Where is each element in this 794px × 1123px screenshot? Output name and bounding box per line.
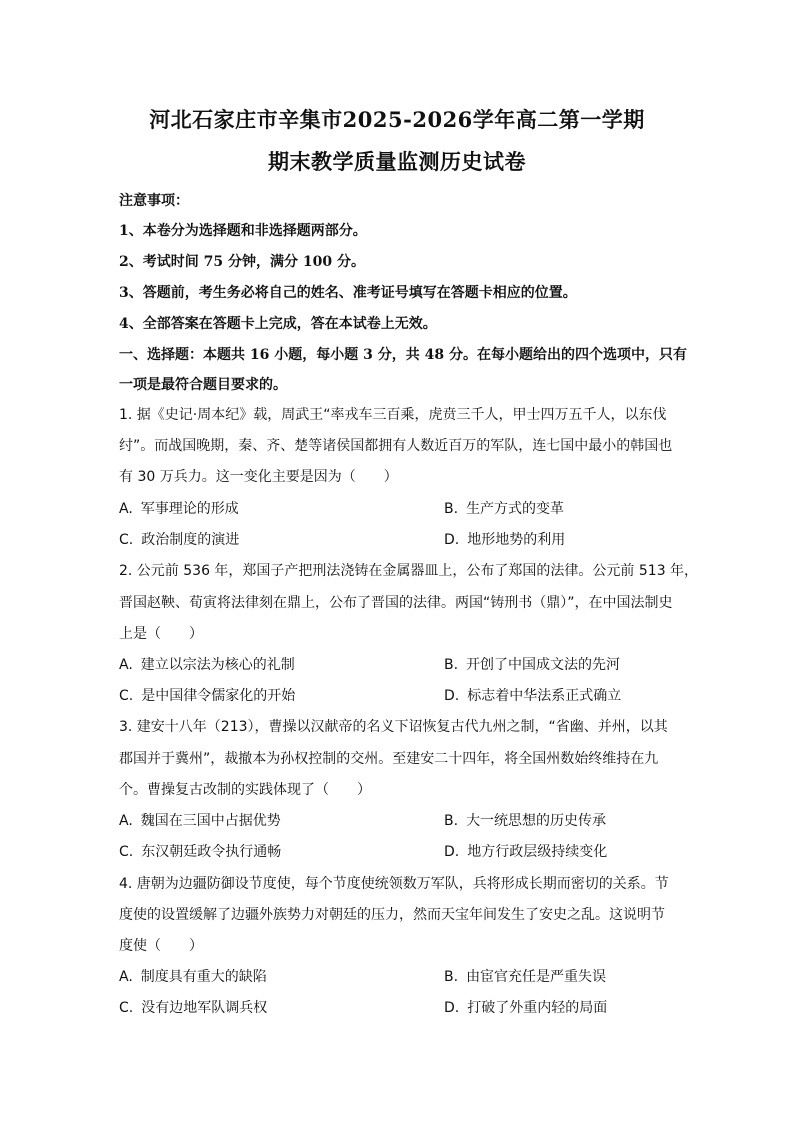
question-text: 3. 建安十八年（213），曹操以汉献帝的名义下诏恢复古代九州之制，“省幽、并州，以其 <box>119 719 668 735</box>
option-letter: A. <box>119 501 133 517</box>
option-text: 地方行政层级持续变化 <box>467 844 608 860</box>
option-text: 是中国律令儒家化的开始 <box>141 688 296 704</box>
option-letter: B. <box>444 657 459 673</box>
question-text: 上是（ ） <box>119 626 203 642</box>
option-text: 东汉朝廷政令执行通畅 <box>141 844 282 860</box>
option-a <box>119 966 267 986</box>
question-text: 4. 唐朝为边疆防御设节度使，每个节度使统领数万军队，兵将形成长期而密切的关系。节 <box>119 876 669 892</box>
option-letter: D. <box>444 532 460 548</box>
option-b <box>444 654 620 674</box>
notice-item: 3、答题前，考生务必将自己的姓名、准考证号填写在答题卡相应的位置。 <box>119 285 577 301</box>
question-text: 个。曹操复古改制的实践体现了（ ） <box>119 782 371 798</box>
option-a <box>119 654 295 674</box>
option-letter: C. <box>119 532 134 548</box>
option-letter: B. <box>444 969 459 985</box>
option-letter: A. <box>119 969 133 985</box>
question-text: 纣”。而战国晚期，秦、齐、楚等诸侯国都拥有人数近百万的军队，连七国中最小的韩国也 <box>119 438 673 454</box>
option-text: 军事理论的形成 <box>140 501 239 517</box>
option-d <box>444 529 565 549</box>
option-d <box>444 997 607 1017</box>
option-letter: C. <box>119 1000 134 1016</box>
question-text: 晋国赵鞅、荀寅将法律刻在鼎上，公布了晋国的法律。两国“铸刑书（鼎）”，在中国法制史 <box>119 595 673 611</box>
notice-item: 2、考试时间 75 分钟，满分 100 分。 <box>119 254 365 270</box>
notice-item: 1、本卷分为选择题和非选择题两部分。 <box>119 223 367 239</box>
option-text: 大一统思想的历史传承 <box>466 813 607 829</box>
option-text: 生产方式的变革 <box>466 501 565 517</box>
section-intro: 一、选择题：本题共 16 小题，每小题 3 分，共 48 分。在每小题给出的四个选项中，只有 <box>119 347 687 363</box>
option-text: 标志着中华法系正式确立 <box>467 688 622 704</box>
question-text: 郡国并于冀州”，裁撤本为孙权控制的交州。至建安二十四年，将全国州数始终维持在九 <box>119 751 659 767</box>
option-letter: C. <box>119 688 134 704</box>
option-letter: D. <box>444 688 460 704</box>
option-text: 魏国在三国中占据优势 <box>140 813 281 829</box>
option-a <box>119 498 239 518</box>
option-letter: D. <box>444 844 460 860</box>
section-intro: 一项是最符合题目要求的。 <box>119 377 287 393</box>
option-b <box>444 810 606 830</box>
option-letter: D. <box>444 1000 460 1016</box>
option-c <box>119 841 281 861</box>
option-a <box>119 810 281 830</box>
option-c <box>119 685 295 705</box>
option-b <box>444 966 606 986</box>
option-letter: C. <box>119 844 134 860</box>
option-letter: A. <box>119 813 133 829</box>
exam-title: 河北石家庄市辛集市2025-2026学年高二第一学期 <box>149 107 645 132</box>
option-letter: A. <box>119 657 133 673</box>
question-text: 2. 公元前 536 年，郑国子产把刑法浇铸在金属器皿上，公布了郑国的法律。公元前 513 年， <box>119 563 699 579</box>
question-text: 度使的设置缓解了边疆外族势力对朝廷的压力，然而天宝年间发生了安史之乱。这说明节 <box>119 907 665 923</box>
notice-item: 4、全部答案在答题卡上完成，答在本试卷上无效。 <box>119 316 437 332</box>
option-text: 制度具有重大的缺陷 <box>140 969 267 985</box>
option-text: 政治制度的演进 <box>141 532 240 548</box>
option-text: 开创了中国成文法的先河 <box>466 657 621 673</box>
option-text: 打破了外重内轻的局面 <box>467 1000 608 1016</box>
option-d <box>444 685 621 705</box>
option-text: 地形地势的利用 <box>467 532 566 548</box>
option-b <box>444 498 564 518</box>
option-text: 由宦官充任是严重失误 <box>466 969 607 985</box>
option-c <box>119 529 239 549</box>
question-text: 1. 据《史记·周本纪》载，周武王“率戎车三百乘，虎贲三千人，甲士四万五千人，以东伐 <box>119 407 667 423</box>
option-c <box>119 997 267 1017</box>
option-text: 没有边地军队调兵权 <box>141 1000 268 1016</box>
option-text: 建立以宗法为核心的礼制 <box>140 657 295 673</box>
question-text: 度使（ ） <box>119 938 203 954</box>
question-text: 有 30 万兵力。这一变化主要是因为（ ） <box>119 469 398 485</box>
option-letter: B. <box>444 813 459 829</box>
option-d <box>444 841 607 861</box>
exam-subtitle: 期末教学质量监测历史试卷 <box>268 149 526 174</box>
option-letter: B. <box>444 501 459 517</box>
notice-heading: 注意事项： <box>119 193 189 209</box>
